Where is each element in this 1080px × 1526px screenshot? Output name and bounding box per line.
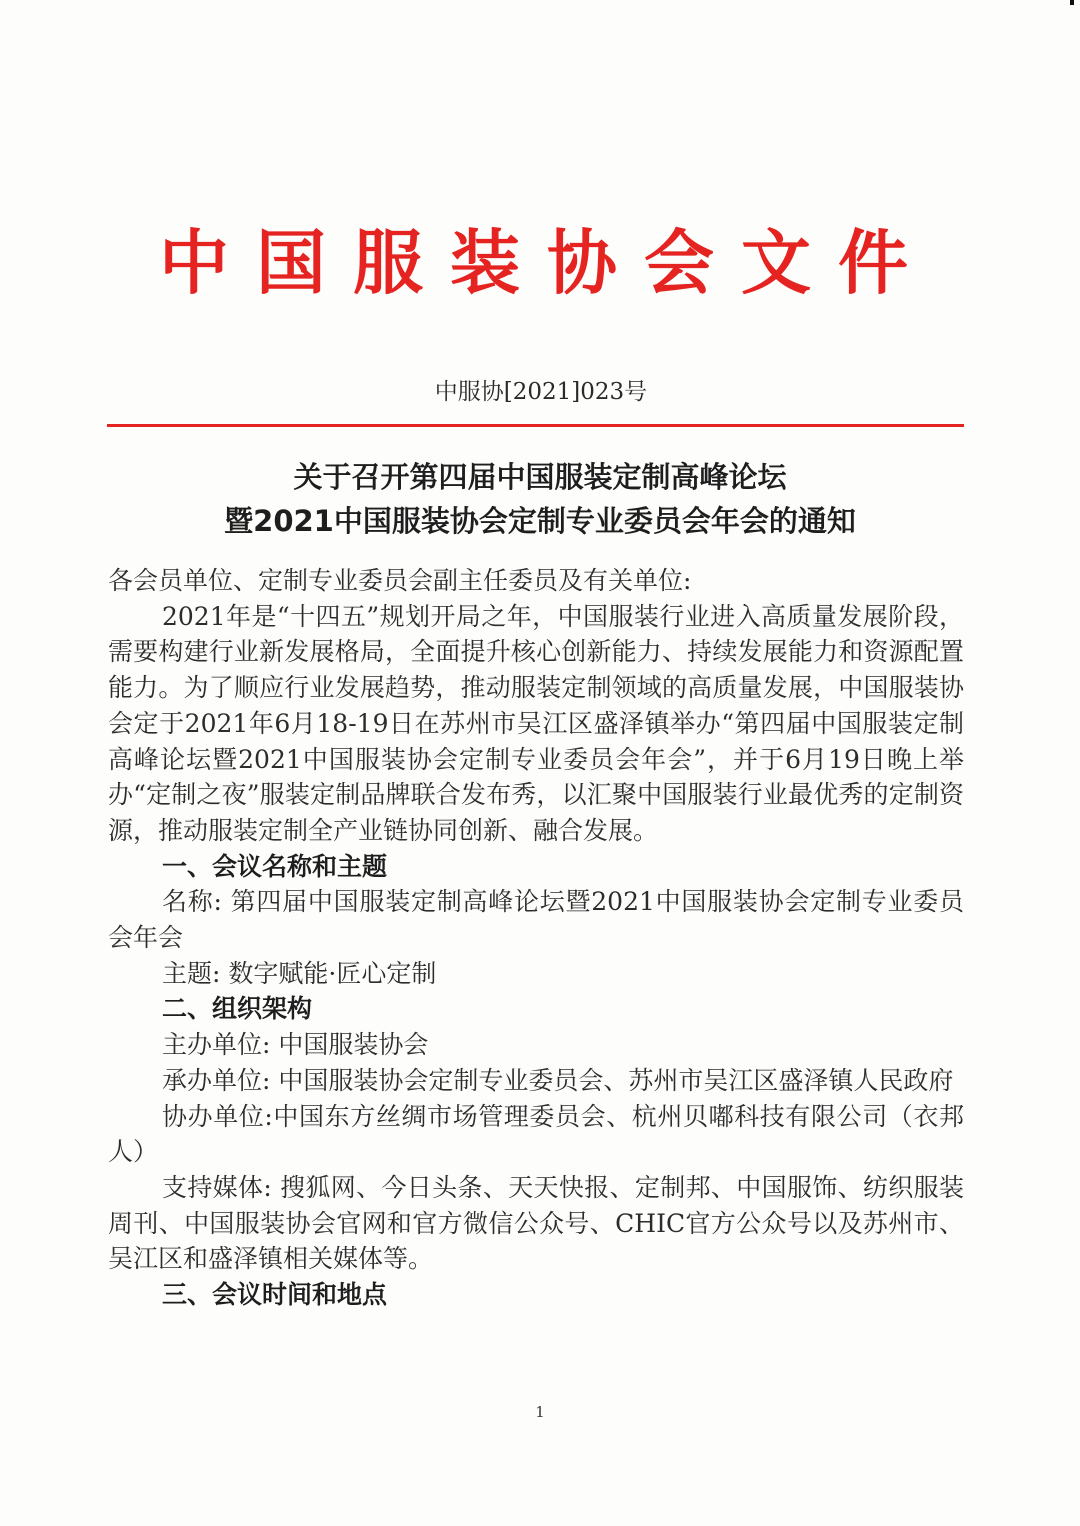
section-heading-3: 三、会议时间和地点 — [162, 1280, 388, 1310]
salutation: 各会员单位、定制专业委员会副主任委员及有关单位: — [108, 566, 692, 595]
document-number: 中服协[2021]023号 — [434, 379, 648, 405]
red-separator-line — [107, 424, 964, 427]
notice-title-line-1: 关于召开第四届中国服装定制高峰论坛 — [293, 460, 787, 494]
notice-title-line-2: 暨2021中国服装协会定制专业委员会年会的通知 — [224, 504, 856, 538]
host-organization: 主办单位: 中国服装协会 — [162, 1030, 429, 1060]
supporting-media: 支持媒体: 搜狐网、今日头条、天天快报、定制邦、中国服饰、纺织服装周刊、中国服装协会官网和官方微信公众号、CHIC官方公众号以及苏州市、吴江区和盛泽镇相关媒体等。 — [108, 1172, 964, 1274]
document-masthead: 中国服装协会文件 — [159, 221, 935, 304]
section-heading-1: 一、会议名称和主题 — [162, 851, 388, 881]
co-organizer: 协办单位:中国东方丝绸市场管理委员会、杭州贝嘟科技有限公司（衣邦人） — [108, 1101, 964, 1167]
notice-body — [108, 563, 964, 1313]
section-heading-2: 二、组织架构 — [162, 994, 313, 1024]
page-number: 1 — [535, 1403, 545, 1421]
organizer: 承办单位: 中国服装协会定制专业委员会、苏州市吴江区盛泽镇人民政府 — [162, 1065, 954, 1095]
scan-corner-mark — [1070, 0, 1074, 5]
meeting-theme: 主题: 数字赋能·匠心定制 — [162, 958, 437, 988]
intro-paragraph: 2021年是“十四五”规划开局之年，中国服装行业进入高质量发展阶段，需要构建行业新发展格局，全面提升核心创新能力、持续发展能力和资源配置能力。为了顺应行业发展趋势，推动服装定制领域的高质量发展，中国服装协会定于2021年6月18-19日在苏州市吴江区盛泽镇举办“第四届中国服装定制高峰论坛暨2021中国服装协会定制专业委员会年会”，并于6月19日晚上举办“定制之夜”服装定制品牌联合发布秀，以汇聚中国服装行业最优秀的定制资源，推动服装定制全产业链协同创新、融合发展。 — [108, 601, 964, 845]
meeting-name: 名称: 第四届中国服装定制高峰论坛暨2021中国服装协会定制专业委员会年会 — [108, 887, 964, 953]
